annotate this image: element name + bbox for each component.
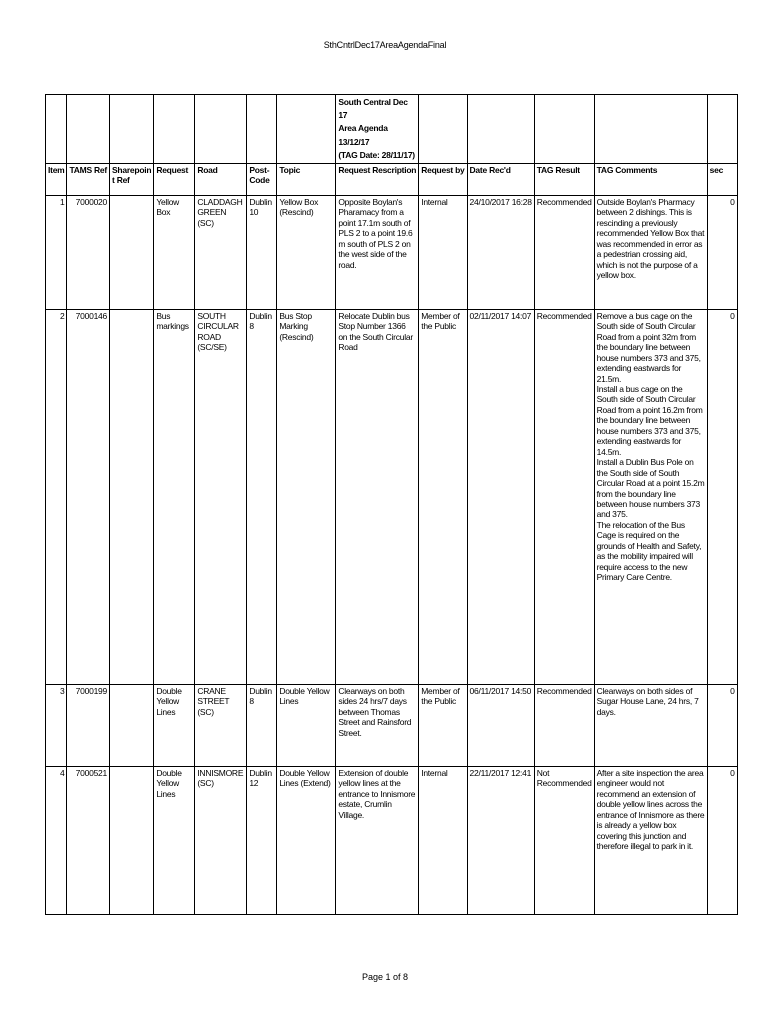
cell-date-recd: 06/11/2017 14:50 — [467, 684, 534, 766]
cell-request: Double Yellow Lines — [154, 684, 195, 766]
cell-request: Yellow Box — [154, 195, 195, 309]
cell-request-by: Member of the Public — [419, 309, 467, 684]
cell-date-recd: 24/10/2017 16:28 — [467, 195, 534, 309]
page-footer: Page 1 of 8 — [361, 972, 409, 982]
cell-date-recd: 02/11/2017 14:07 — [467, 309, 534, 684]
cell-request: Double Yellow Lines — [154, 766, 195, 914]
cell-post-code: Dublin 12 — [247, 766, 277, 914]
col-request: Request — [154, 163, 195, 195]
cell-topic: Double Yellow Lines (Extend) — [277, 766, 336, 914]
cell-topic: Double Yellow Lines — [277, 684, 336, 766]
cell-request-by: Internal — [419, 195, 467, 309]
page-header: SthCntrlDec17AreaAgendaFinal — [323, 40, 447, 50]
cell-item: 2 — [46, 309, 67, 684]
cell-tag-result: Recommended — [534, 684, 594, 766]
cell-sec: 0 — [707, 309, 737, 684]
cell-road: INNISMORE (SC) — [195, 766, 247, 914]
cell-date-recd: 22/11/2017 12:41 — [467, 766, 534, 914]
table-row — [46, 766, 738, 914]
cell-request-description: Opposite Boylan's Pharamacy from a point 17.1m south of PLS 2 to a point 19.6 m south of PLS 2 on the west side of the road. — [336, 195, 419, 309]
cell-sharepoint-ref — [110, 309, 154, 684]
title-row — [46, 95, 738, 164]
col-item: Item — [46, 163, 67, 195]
cell-request-by: Internal — [419, 766, 467, 914]
cell-sec: 0 — [707, 195, 737, 309]
table-row — [46, 309, 738, 684]
cell-sharepoint-ref — [110, 195, 154, 309]
cell-item: 1 — [46, 195, 67, 309]
cell-post-code: Dublin 10 — [247, 195, 277, 309]
col-tag-comments: TAG Comments — [594, 163, 707, 195]
cell-request: Bus markings — [154, 309, 195, 684]
col-request-description: Request Rescription — [336, 163, 419, 195]
table-row — [46, 195, 738, 309]
cell-sharepoint-ref — [110, 684, 154, 766]
agenda-title: South Central Dec 17 Area Agenda 13/12/17 (TAG Date: 28/11/17) — [336, 95, 419, 164]
table-row — [46, 684, 738, 766]
cell-tag-result: Recommended — [534, 195, 594, 309]
cell-request-description: Clearways on both sides 24 hrs/7 days between Thomas Street and Rainsford Street. — [336, 684, 419, 766]
header-row — [46, 163, 738, 195]
col-post-code: Post- Code — [247, 163, 277, 195]
col-date-recd: Date Rec'd — [467, 163, 534, 195]
cell-sec: 0 — [707, 684, 737, 766]
col-tams-ref: TAMS Ref — [67, 163, 110, 195]
cell-road: CLADDAGH GREEN (SC) — [195, 195, 247, 309]
cell-road: SOUTH CIRCULAR ROAD (SC/SE) — [195, 309, 247, 684]
cell-tag-comments: Remove a bus cage on the South side of South Circular Road from a point 32m from the boundary line between house numbers 373 and 375, extending eastwards for 21.5m. Install a bus cage on the South side of South Circular Road from a point 16.2m from the boundary line between house numbers 373 and 375, extending eastwards for 14.5m. Install a Dublin Bus Pole on the South side of South Circular Road at a point 15.2m from the boundary line between house numbers 373 and 375. The relocation of the Bus Cage is required on the grounds of Health and Safety, as the mobility impaired will require access to the new Primary Care Centre. — [594, 309, 707, 684]
cell-tag-result: Not Recommended — [534, 766, 594, 914]
cell-topic: Yellow Box (Rescind) — [277, 195, 336, 309]
cell-tag-comments: Clearways on both sides of Sugar House Lane, 24 hrs, 7 days. — [594, 684, 707, 766]
cell-post-code: Dublin 8 — [247, 684, 277, 766]
cell-tams-ref: 7000521 — [67, 766, 110, 914]
cell-road: CRANE STREET (SC) — [195, 684, 247, 766]
cell-tag-comments: After a site inspection the area engineer would not recommend an extension of double yellow lines across the entrance of Innismore as there is already a yellow box covering this junction and therefore illegal to park in it. — [594, 766, 707, 914]
col-sec: sec — [707, 163, 737, 195]
col-sharepoint-ref: Sharepoin t Ref — [110, 163, 154, 195]
cell-item: 3 — [46, 684, 67, 766]
cell-item: 4 — [46, 766, 67, 914]
cell-tams-ref: 7000199 — [67, 684, 110, 766]
cell-tag-result: Recommended — [534, 309, 594, 684]
col-request-by: Request by — [419, 163, 467, 195]
cell-request-description: Relocate Dublin bus Stop Number 1366 on the South Circular Road — [336, 309, 419, 684]
cell-request-description: Extension of double yellow lines at the entrance to Innismore estate, Crumlin Village. — [336, 766, 419, 914]
cell-tams-ref: 7000020 — [67, 195, 110, 309]
cell-topic: Bus Stop Marking (Rescind) — [277, 309, 336, 684]
cell-post-code: Dublin 8 — [247, 309, 277, 684]
cell-tams-ref: 7000146 — [67, 309, 110, 684]
cell-sec: 0 — [707, 766, 737, 914]
col-road: Road — [195, 163, 247, 195]
col-tag-result: TAG Result — [534, 163, 594, 195]
cell-sharepoint-ref — [110, 766, 154, 914]
agenda-table — [45, 94, 738, 915]
col-topic: Topic — [277, 163, 336, 195]
cell-request-by: Member of the Public — [419, 684, 467, 766]
cell-tag-comments: Outside Boylan's Pharmacy between 2 dishings. This is rescinding a previously recommended Yellow Box that was recommended in error as a pedestrian crossing aid, which is not the purpose of a yellow box. — [594, 195, 707, 309]
